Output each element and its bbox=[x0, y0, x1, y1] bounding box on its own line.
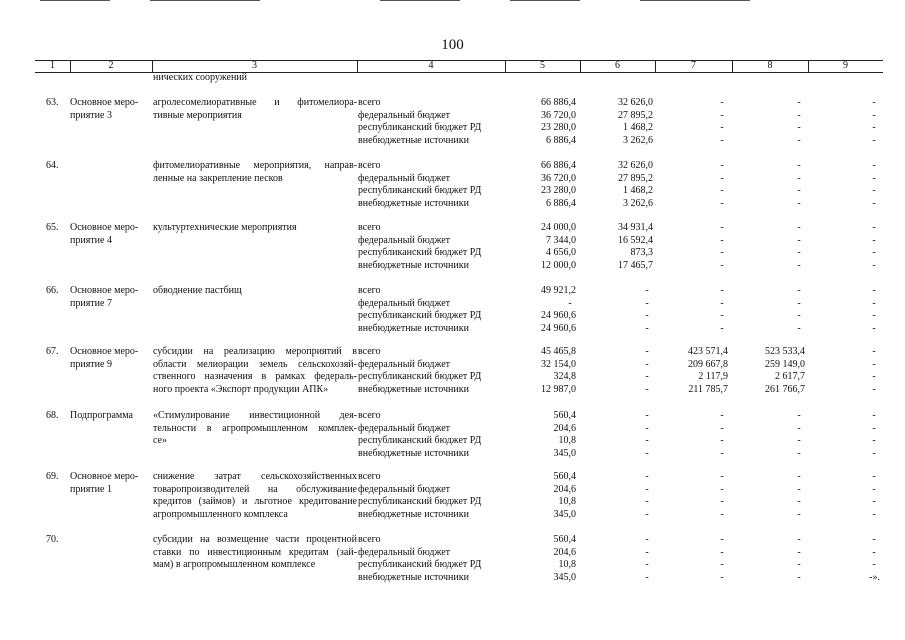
value-c9: - bbox=[872, 422, 876, 434]
event-name: се» bbox=[153, 435, 167, 446]
value-c9: - bbox=[872, 410, 876, 421]
value-c9: - bbox=[872, 546, 876, 558]
event-name: обводнение пастбищ bbox=[153, 285, 242, 296]
event-type: Основное меро- bbox=[70, 285, 139, 296]
event-type: приятие 9 bbox=[70, 358, 112, 370]
value-c8: - bbox=[797, 185, 801, 196]
funding-source: республиканский бюджет РД bbox=[358, 185, 482, 196]
value-c8: - bbox=[797, 97, 801, 108]
value-c6: 1 468,2 bbox=[623, 185, 653, 196]
column-header-5: 5 bbox=[540, 60, 545, 71]
value-c5: 560,4 bbox=[553, 410, 576, 421]
row-number: 68. bbox=[46, 410, 59, 421]
scan-top-edge bbox=[640, 0, 750, 1]
value-c8: - bbox=[797, 534, 801, 545]
value-c6: - bbox=[645, 559, 649, 570]
value-c7: - bbox=[720, 483, 724, 495]
event-name: области мелиорации земель сельскохозяй- bbox=[153, 358, 357, 370]
value-c8: 259 149,0 bbox=[765, 358, 805, 370]
event-name: тивные мероприятия bbox=[153, 109, 242, 121]
value-c8: - bbox=[797, 285, 801, 296]
value-c5: 10,8 bbox=[558, 496, 576, 507]
value-c7: - bbox=[720, 109, 724, 121]
value-c7: 2 117,9 bbox=[698, 371, 728, 382]
value-c8: - bbox=[797, 122, 801, 133]
funding-source: федеральный бюджет bbox=[358, 172, 451, 184]
value-c7: - bbox=[720, 160, 724, 171]
value-c5: 345,0 bbox=[553, 447, 576, 459]
value-c6: - bbox=[645, 422, 649, 434]
value-c8: - bbox=[797, 310, 801, 321]
value-c9: -». bbox=[869, 571, 880, 583]
value-c6: - bbox=[645, 546, 649, 558]
value-c5: 66 886,4 bbox=[541, 97, 576, 108]
value-c8: 2 617,7 bbox=[775, 371, 805, 382]
value-c7: - bbox=[720, 285, 724, 296]
funding-source: внебюджетные источники bbox=[358, 322, 469, 334]
value-c5: 204,6 bbox=[553, 422, 576, 434]
value-c9: - bbox=[872, 222, 876, 233]
value-c5: 7 344,0 bbox=[546, 234, 576, 246]
event-name: товаропроизводителей на обслуживание bbox=[153, 483, 357, 495]
event-name: ставки по инвестиционным кредитам (зай- bbox=[153, 546, 357, 558]
funding-source: внебюджетные источники bbox=[358, 259, 469, 271]
value-c8: - bbox=[797, 410, 801, 421]
value-c8: - bbox=[797, 259, 801, 271]
value-c6: 32 626,0 bbox=[618, 160, 653, 171]
value-c6: 873,3 bbox=[630, 247, 653, 258]
value-c6: 17 465,7 bbox=[618, 259, 653, 271]
value-c6: - bbox=[645, 496, 649, 507]
value-c9: - bbox=[872, 109, 876, 121]
value-c5: 24 000,0 bbox=[541, 222, 576, 233]
value-c9: - bbox=[872, 435, 876, 446]
value-c9: - bbox=[872, 234, 876, 246]
value-c6: - bbox=[645, 410, 649, 421]
value-c7: - bbox=[720, 259, 724, 271]
event-type: приятие 3 bbox=[70, 109, 112, 121]
funding-source: внебюджетные источники bbox=[358, 134, 469, 146]
row-number: 69. bbox=[46, 471, 59, 482]
value-c6: - bbox=[645, 322, 649, 334]
column-header-8: 8 bbox=[767, 60, 773, 71]
value-c6: - bbox=[645, 571, 649, 583]
value-c7: - bbox=[720, 197, 724, 209]
value-c9: - bbox=[872, 322, 876, 334]
funding-source: федеральный бюджет bbox=[358, 483, 451, 495]
funding-source: всего bbox=[358, 97, 381, 108]
value-c5: 36 720,0 bbox=[541, 172, 576, 184]
value-c8: - bbox=[797, 234, 801, 246]
value-c8: - bbox=[797, 435, 801, 446]
column-header-6: 6 bbox=[615, 60, 620, 71]
funding-source: федеральный бюджет bbox=[358, 358, 451, 370]
value-c9: - bbox=[872, 197, 876, 209]
funding-source: всего bbox=[358, 222, 381, 233]
funding-source: внебюджетные источники bbox=[358, 571, 469, 583]
value-c6: 34 931,4 bbox=[618, 222, 653, 233]
column-header-2: 2 bbox=[108, 60, 114, 71]
value-c9: - bbox=[872, 534, 876, 545]
funding-source: внебюджетные источники bbox=[358, 447, 469, 459]
value-c7: - bbox=[720, 322, 724, 334]
scan-top-edge bbox=[380, 0, 460, 1]
value-c8: - bbox=[797, 571, 801, 583]
value-c9: - bbox=[872, 358, 876, 370]
value-c5: 12 987,0 bbox=[541, 383, 576, 395]
value-c8: - bbox=[797, 222, 801, 233]
funding-source: федеральный бюджет bbox=[358, 234, 451, 246]
value-c8: - bbox=[797, 297, 801, 309]
event-name: ного проекта «Экспорт продукции АПК» bbox=[153, 383, 329, 395]
value-c9: - bbox=[872, 297, 876, 309]
value-c6: - bbox=[645, 285, 649, 296]
value-c5: 36 720,0 bbox=[541, 109, 576, 121]
value-c7: - bbox=[720, 97, 724, 108]
value-c9: - bbox=[872, 172, 876, 184]
funding-source: федеральный бюджет bbox=[358, 109, 451, 121]
scan-top-edge bbox=[510, 0, 580, 1]
funding-source: внебюджетные источники bbox=[358, 197, 469, 209]
value-c6: - bbox=[645, 383, 649, 395]
value-c7: - bbox=[720, 310, 724, 321]
event-type: Основное меро- bbox=[70, 222, 139, 233]
value-c8: - bbox=[797, 172, 801, 184]
value-c8: - bbox=[797, 134, 801, 146]
funding-source: республиканский бюджет РД bbox=[358, 496, 482, 507]
event-name: субсидии на реализацию мероприятий в bbox=[153, 346, 357, 357]
value-c6: - bbox=[645, 297, 649, 309]
funding-source: республиканский бюджет РД bbox=[358, 371, 482, 382]
funding-source: республиканский бюджет РД bbox=[358, 435, 482, 446]
continuation-text: нических сооружений bbox=[153, 72, 248, 83]
event-name: агролесомелиоративные и фитомелиора- bbox=[153, 97, 357, 108]
value-c7: - bbox=[720, 546, 724, 558]
funding-source: внебюджетные источники bbox=[358, 508, 469, 520]
value-c8: - bbox=[797, 109, 801, 121]
event-name: кредитов (займов) и льготное кредитование bbox=[153, 496, 357, 507]
value-c9: - bbox=[872, 371, 876, 382]
value-c5: 24 960,6 bbox=[541, 310, 576, 321]
value-c6: - bbox=[645, 371, 649, 382]
value-c8: - bbox=[797, 496, 801, 507]
value-c9: - bbox=[872, 496, 876, 507]
value-c5: 12 000,0 bbox=[541, 259, 576, 271]
row-number: 70. bbox=[46, 534, 59, 545]
funding-source: федеральный бюджет bbox=[358, 422, 451, 434]
value-c7: 423 571,4 bbox=[688, 346, 728, 357]
page-number: 100 bbox=[441, 37, 464, 53]
value-c9: - bbox=[872, 259, 876, 271]
value-c6: 32 626,0 bbox=[618, 97, 653, 108]
event-name: культуртехнические мероприятия bbox=[153, 222, 297, 233]
value-c7: - bbox=[720, 297, 724, 309]
event-type: приятие 4 bbox=[70, 234, 112, 246]
value-c8: 261 766,7 bbox=[765, 383, 805, 395]
value-c5: 560,4 bbox=[553, 471, 576, 482]
value-c7: - bbox=[720, 122, 724, 133]
value-c5: 204,6 bbox=[553, 483, 576, 495]
value-c6: 1 468,2 bbox=[623, 122, 653, 133]
event-type: Основное меро- bbox=[70, 97, 139, 108]
value-c5: 32 154,0 bbox=[541, 358, 576, 370]
scan-top-edge bbox=[40, 0, 110, 1]
value-c9: - bbox=[872, 346, 876, 357]
funding-source: всего bbox=[358, 160, 381, 171]
value-c7: - bbox=[720, 447, 724, 459]
value-c9: - bbox=[872, 122, 876, 133]
value-c5: - bbox=[568, 297, 572, 309]
event-type: приятие 1 bbox=[70, 483, 112, 495]
value-c7: - bbox=[720, 534, 724, 545]
value-c8: - bbox=[797, 546, 801, 558]
value-c9: - bbox=[872, 483, 876, 495]
value-c5: 45 465,8 bbox=[541, 346, 576, 357]
event-name: «Стимулирование инвестиционной дея- bbox=[153, 410, 357, 421]
value-c7: - bbox=[720, 234, 724, 246]
value-c7: 211 785,7 bbox=[688, 383, 728, 395]
value-c5: 23 280,0 bbox=[541, 122, 576, 133]
value-c5: 23 280,0 bbox=[541, 185, 576, 196]
funding-source: республиканский бюджет РД bbox=[358, 122, 482, 133]
value-c9: - bbox=[872, 447, 876, 459]
value-c9: - bbox=[872, 310, 876, 321]
row-number: 67. bbox=[46, 346, 59, 357]
column-header-7: 7 bbox=[691, 60, 696, 71]
value-c7: - bbox=[720, 508, 724, 520]
funding-source: всего bbox=[358, 410, 381, 421]
value-c6: - bbox=[645, 508, 649, 520]
value-c6: - bbox=[645, 358, 649, 370]
column-header-3: 3 bbox=[252, 60, 257, 71]
value-c5: 66 886,4 bbox=[541, 160, 576, 171]
value-c5: 560,4 bbox=[553, 534, 576, 545]
column-header-9: 9 bbox=[843, 60, 848, 71]
value-c6: - bbox=[645, 447, 649, 459]
value-c7: - bbox=[720, 571, 724, 583]
value-c8: - bbox=[797, 197, 801, 209]
event-type: приятие 7 bbox=[70, 297, 112, 309]
value-c6: - bbox=[645, 534, 649, 545]
value-c9: - bbox=[872, 383, 876, 395]
event-name: снижение затрат сельскохозяйственных bbox=[153, 471, 357, 482]
column-header-4: 4 bbox=[428, 60, 434, 71]
event-type: Подпрограмма bbox=[70, 410, 133, 421]
row-number: 63. bbox=[46, 97, 59, 108]
value-c7: - bbox=[720, 471, 724, 482]
value-c6: 3 262,6 bbox=[623, 197, 653, 209]
row-number: 65. bbox=[46, 222, 59, 233]
event-name: тельности в агропромышленном комплек- bbox=[153, 422, 357, 434]
value-c8: - bbox=[797, 559, 801, 570]
event-name: агропромышленного комплекса bbox=[153, 508, 288, 520]
funding-source: всего bbox=[358, 471, 381, 482]
value-c9: - bbox=[872, 185, 876, 196]
value-c5: 204,6 bbox=[553, 546, 576, 558]
value-c9: - bbox=[872, 97, 876, 108]
funding-source: федеральный бюджет bbox=[358, 546, 451, 558]
value-c8: - bbox=[797, 322, 801, 334]
value-c8: - bbox=[797, 247, 801, 258]
funding-source: республиканский бюджет РД bbox=[358, 559, 482, 570]
value-c8: - bbox=[797, 471, 801, 482]
value-c8: - bbox=[797, 483, 801, 495]
funding-source: всего bbox=[358, 346, 381, 357]
value-c6: 3 262,6 bbox=[623, 134, 653, 146]
funding-source: федеральный бюджет bbox=[358, 297, 451, 309]
value-c5: 24 960,6 bbox=[541, 322, 576, 334]
value-c6: - bbox=[645, 471, 649, 482]
value-c7: - bbox=[720, 496, 724, 507]
row-number: 64. bbox=[46, 160, 59, 171]
value-c5: 4 656,0 bbox=[546, 247, 576, 258]
value-c5: 345,0 bbox=[553, 508, 576, 520]
value-c7: - bbox=[720, 422, 724, 434]
value-c8: - bbox=[797, 508, 801, 520]
event-name: мам) в агропромышленном комплексе bbox=[153, 559, 316, 570]
event-type: Основное меро- bbox=[70, 471, 139, 482]
value-c9: - bbox=[872, 559, 876, 570]
value-c8: - bbox=[797, 160, 801, 171]
value-c5: 6 886,4 bbox=[546, 197, 576, 209]
value-c9: - bbox=[872, 285, 876, 296]
value-c5: 6 886,4 bbox=[546, 134, 576, 146]
value-c8: - bbox=[797, 422, 801, 434]
value-c8: 523 533,4 bbox=[765, 346, 805, 357]
value-c7: - bbox=[720, 222, 724, 233]
value-c6: 16 592,4 bbox=[618, 234, 653, 246]
value-c7: 209 667,8 bbox=[688, 358, 728, 370]
event-name: ленные на закрепление песков bbox=[153, 172, 283, 184]
value-c5: 49 921,2 bbox=[541, 285, 576, 296]
value-c9: - bbox=[872, 160, 876, 171]
event-name: фитомелиоративные мероприятия, направ- bbox=[153, 160, 357, 171]
value-c5: 10,8 bbox=[558, 435, 576, 446]
value-c6: - bbox=[645, 310, 649, 321]
event-name: ственного назначения в рамках федераль- bbox=[153, 371, 357, 382]
value-c7: - bbox=[720, 435, 724, 446]
row-number: 66. bbox=[46, 285, 59, 296]
value-c7: - bbox=[720, 185, 724, 196]
value-c6: - bbox=[645, 346, 649, 357]
value-c6: 27 895,2 bbox=[618, 172, 653, 184]
value-c7: - bbox=[720, 247, 724, 258]
funding-source: республиканский бюджет РД bbox=[358, 310, 482, 321]
event-name: субсидии на возмещение части процентной bbox=[153, 534, 357, 545]
scan-top-edge bbox=[150, 0, 260, 1]
event-type: Основное меро- bbox=[70, 346, 139, 357]
value-c5: 345,0 bbox=[553, 571, 576, 583]
value-c6: 27 895,2 bbox=[618, 109, 653, 121]
value-c9: - bbox=[872, 471, 876, 482]
funding-source: всего bbox=[358, 285, 381, 296]
value-c6: - bbox=[645, 435, 649, 446]
column-header-1: 1 bbox=[50, 60, 55, 71]
funding-source: республиканский бюджет РД bbox=[358, 247, 482, 258]
value-c7: - bbox=[720, 134, 724, 146]
value-c7: - bbox=[720, 410, 724, 421]
funding-source: внебюджетные источники bbox=[358, 383, 469, 395]
value-c7: - bbox=[720, 559, 724, 570]
value-c8: - bbox=[797, 447, 801, 459]
value-c5: 10,8 bbox=[558, 559, 576, 570]
funding-source: всего bbox=[358, 534, 381, 545]
value-c7: - bbox=[720, 172, 724, 184]
value-c9: - bbox=[872, 134, 876, 146]
value-c5: 324,8 bbox=[553, 371, 576, 382]
value-c9: - bbox=[872, 508, 876, 520]
value-c6: - bbox=[645, 483, 649, 495]
value-c9: - bbox=[872, 247, 876, 258]
